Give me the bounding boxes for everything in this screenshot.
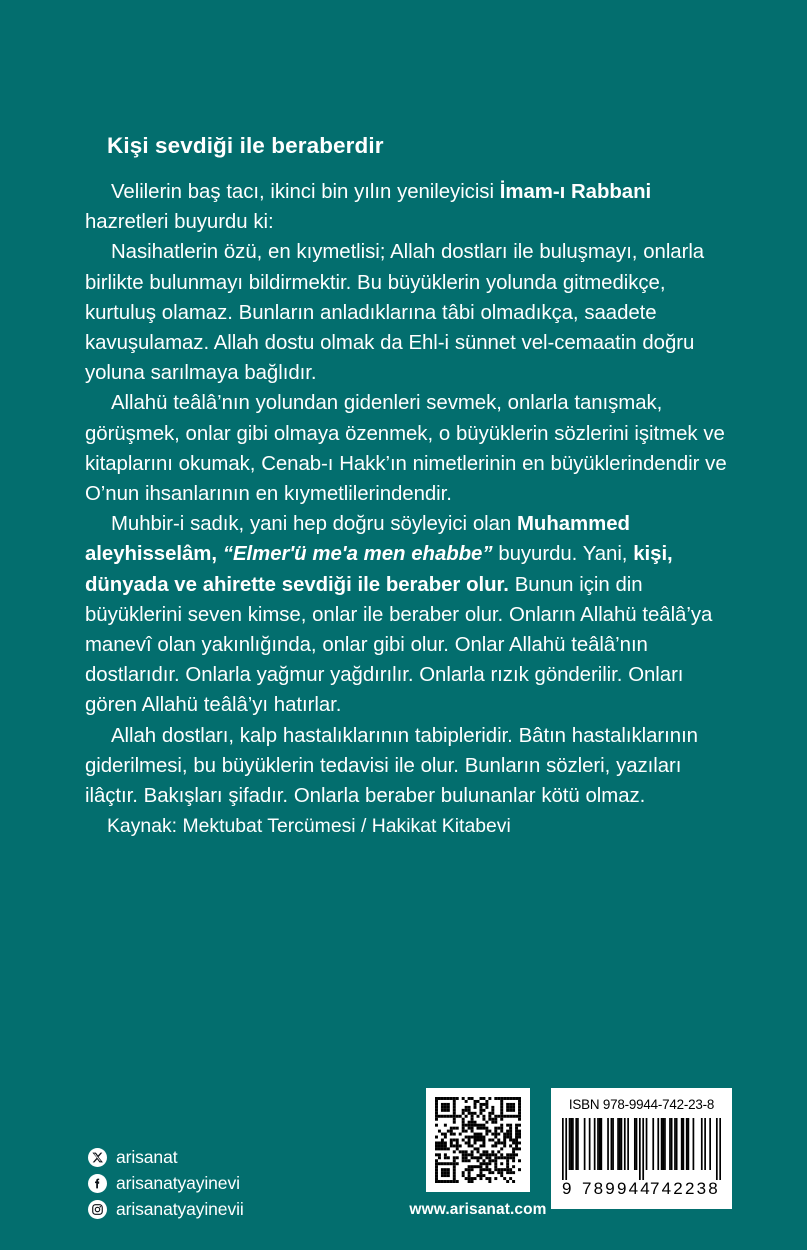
social-handle-facebook: arisanatyayinevi (116, 1173, 240, 1193)
paragraph-5 (85, 721, 731, 812)
page-title: Kişi sevdiği ile beraberdir (107, 133, 384, 158)
social-links-list (88, 1146, 244, 1224)
text-run: “Elmer'ü me'a men ehabbe” (222, 543, 493, 566)
svg-text:789944: 789944 (582, 1179, 652, 1198)
text-run: Muhammed aleyhisselâm, (85, 513, 630, 566)
text-run: İmam-ı Rabbani (499, 181, 652, 203)
social-handle-instagram: arisanatyayinevii (116, 1199, 244, 1219)
text-run: hazretleri buyurdu ki: (85, 211, 274, 234)
cover-footer (0, 1080, 807, 1250)
social-handle-x: arisanat (116, 1147, 178, 1167)
social-link-facebook[interactable] (88, 1172, 244, 1195)
website-url: www.arisanat.com (409, 1201, 547, 1218)
text-run: Nasihatlerin özü, en kıymetlisi; Allah dostları ile buluşmayı, onlarla birlikte bulunmayı bildirmektir. Bu büyüklerin yolunda gitmedikçe, kurtuluş olamaz. Bunların anladıklarına tâbi olmadıkça, saadete kavuşulamaz. Allah dostu olmak da Ehl-i sünnet vel-cemaatin doğru yoluna sarılmaya bağlıdır. (85, 241, 705, 385)
isbn-label: ISBN 978-9944-742-23-8 (568, 1097, 715, 1112)
facebook-icon (88, 1174, 107, 1193)
text-run: buyurdu. Yani, (492, 543, 634, 566)
x-twitter-icon (88, 1148, 107, 1167)
paragraph-1 (85, 177, 731, 237)
text-run: Velilerin baş tacı, ikinci bin yılın yenileyicisi (111, 181, 500, 203)
isbn-block (551, 1088, 732, 1209)
paragraph-3 (85, 388, 731, 509)
text-run: kişi, dünyada ve ahirette sevdiği ile beraber olur. (85, 543, 673, 596)
instagram-icon (88, 1200, 107, 1219)
svg-text:9: 9 (562, 1179, 572, 1198)
svg-text:742238: 742238 (650, 1179, 720, 1198)
isbn-barcode (562, 1116, 721, 1200)
text-run: Bunun için din büyüklerini seven kimse, onlar ile beraber olur. Onların Allahü teâlâ’ya manevî olan yakınlığında, onlar gibi olur. Onlar Allahü teâlâ’nın dostlarıdır. Onlarla yağmur yağdırılır. Onlarla rızık gönderilir. Onları gören Allahü teâlâ’yı hatırlar. (85, 573, 713, 717)
qr-code-icon (426, 1088, 530, 1192)
social-link-x[interactable] (88, 1146, 244, 1169)
qr-block[interactable] (408, 1088, 548, 1219)
paragraph-2 (85, 237, 731, 388)
text-run: Muhbir-i sadık, yani hep doğru söyleyici olan (111, 513, 517, 536)
cover-text-content (85, 132, 731, 841)
social-link-instagram[interactable] (88, 1198, 244, 1221)
paragraph-4 (85, 509, 731, 720)
text-run: Allahü teâlâ’nın yolundan gidenleri sevmek, onlarla tanışmak, görüşmek, onlar gibi olmaya özenmek, o büyüklerin sözlerini işitmek ve kitaplarını okumak, Cenab-ı Hakk’ın nimetlerinin en büyüklerindendir ve O’nun ihsanlarının en kıymetlilerindendir. (85, 392, 727, 506)
text-run: Allah dostları, kalp hastalıklarının tabipleridir. Bâtın hastalıklarının giderilmesi, bu büyüklerin tedavisi ile olur. Bunların sözleri, yazıları ilâçtır. Bakışları şifadır. Onlarla beraber bulunanlar kötü olmaz. (85, 724, 698, 808)
source-citation: Kaynak: Mektubat Tercümesi / Hakikat Kitabevi (107, 815, 511, 838)
